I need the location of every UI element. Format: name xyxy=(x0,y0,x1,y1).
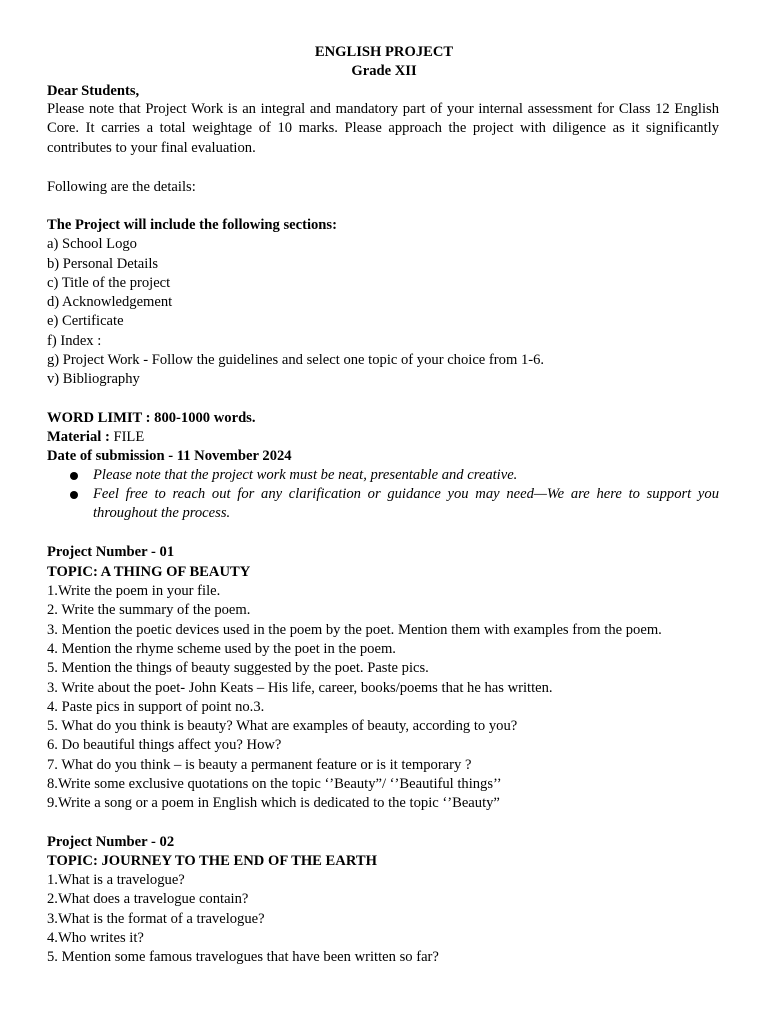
project-item: 9.Write a song or a poem in English which is dedicated to the topic ‘’Beauty” xyxy=(47,795,500,811)
project-item: 8.Write some exclusive quotations on the topic ‘’Beauty”/ ‘’Beautiful things’’ xyxy=(47,776,502,792)
project-item: 1.What is a travelogue? xyxy=(47,872,185,888)
project-item: 6. Do beautiful things affect you? How? xyxy=(47,737,282,753)
section-item: a) School Logo xyxy=(47,236,137,252)
following-text: Following are the details: xyxy=(47,179,196,195)
project-item: 3.What is the format of a travelogue? xyxy=(47,911,265,927)
project-item: 5. Mention some famous travelogues that have been written so far? xyxy=(47,949,439,965)
bullet-dot-icon xyxy=(70,472,78,480)
section-item: f) Index : xyxy=(47,333,102,349)
project-number: Project Number - 02 xyxy=(47,834,175,850)
project-item: 4. Paste pics in support of point no.3. xyxy=(47,699,265,715)
project-item: 7. What do you think – is beauty a permanent feature or is it temporary ? xyxy=(47,757,472,773)
grade-label: Grade XII xyxy=(351,63,417,79)
project-item: 5. Mention the things of beauty suggested by the poet. Paste pics. xyxy=(47,660,429,676)
submission-date: Date of submission - 11 November 2024 xyxy=(47,448,292,464)
sections-heading: The Project will include the following sections: xyxy=(47,217,337,233)
project-item: 1.Write the poem in your file. xyxy=(47,583,221,599)
bullet-dot-icon xyxy=(70,491,78,499)
section-item: v) Bibliography xyxy=(47,371,140,387)
section-item: d) Acknowledgement xyxy=(47,294,173,310)
project-topic: TOPIC: JOURNEY TO THE END OF THE EARTH xyxy=(47,853,377,869)
project-item: 3. Write about the poet- John Keats – His life, career, books/poems that he has written. xyxy=(47,680,553,696)
greeting: Dear Students, xyxy=(47,83,140,99)
material-value: FILE xyxy=(109,429,145,445)
section-item: b) Personal Details xyxy=(47,256,159,272)
project-item: 2.What does a travelogue contain? xyxy=(47,891,249,907)
word-limit: WORD LIMIT : 800-1000 words. xyxy=(47,410,256,426)
project-item: 4. Mention the rhyme scheme used by the poet in the poem. xyxy=(47,641,396,657)
bullet-item: Feel free to reach out for any clarification or guidance you may need—We are here to support you throughout the process. xyxy=(93,486,719,522)
project-topic: TOPIC: A THING OF BEAUTY xyxy=(47,564,251,580)
section-item: g) Project Work - Follow the guidelines and select one topic of your choice from 1-6. xyxy=(47,352,545,368)
bullet-item: Please note that the project work must be neat, presentable and creative. xyxy=(93,467,518,483)
project-item: 2. Write the summary of the poem. xyxy=(47,602,251,618)
material-label: Material : xyxy=(47,429,110,445)
material-line xyxy=(47,428,719,447)
project-item: 5. What do you think is beauty? What are examples of beauty, according to you? xyxy=(47,718,518,734)
document-title: ENGLISH PROJECT xyxy=(314,44,454,60)
intro-paragraph: Please note that Project Work is an integral and mandatory part of your internal assessment for Class 12 English Core. It carries a total weightage of 10 marks. Please approach the project with diligence as it significantly contributes to your final evaluation. xyxy=(47,101,719,156)
project-item: 4.Who writes it? xyxy=(47,930,144,946)
project-item: 3. Mention the poetic devices used in the poem by the poet. Mention them with examples from the poem. xyxy=(47,622,662,638)
project-number: Project Number - 01 xyxy=(47,544,175,560)
section-item: c) Title of the project xyxy=(47,275,171,291)
section-item: e) Certificate xyxy=(47,313,124,329)
